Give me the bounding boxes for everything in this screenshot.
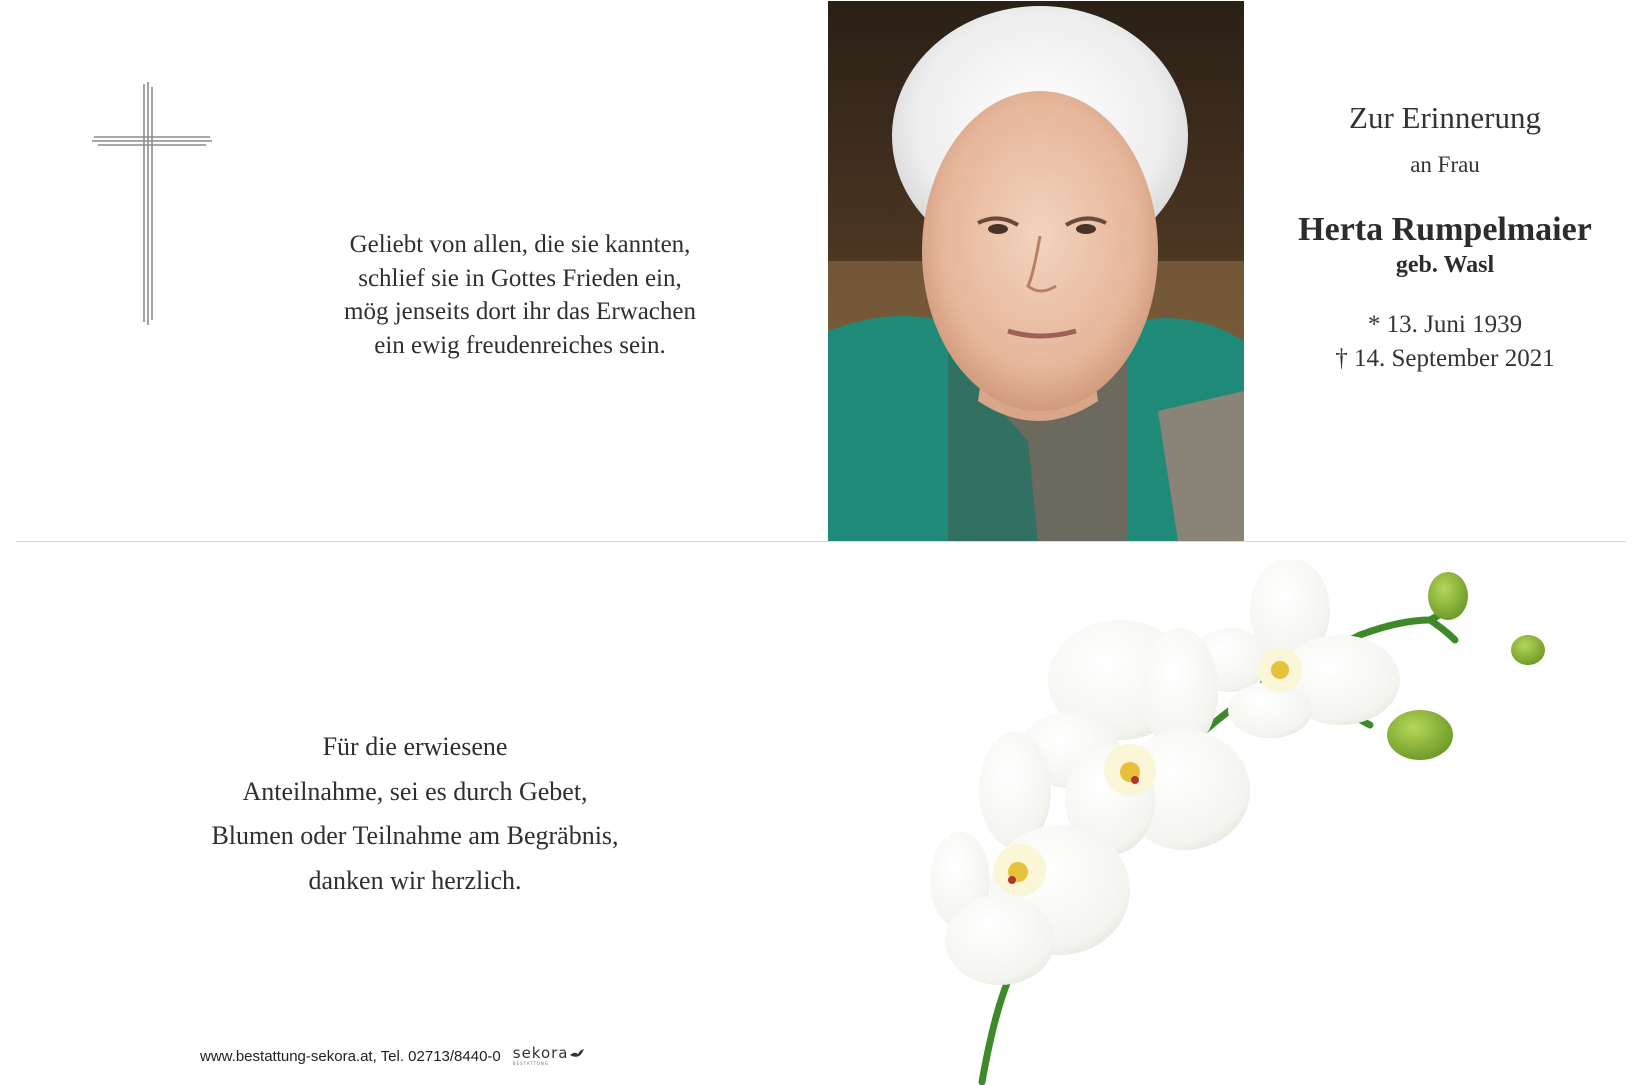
bird-icon — [570, 1049, 584, 1059]
thanks-line: Für die erwiesene — [322, 732, 508, 761]
thanks-line: Anteilnahme, sei es durch Gebet, — [242, 776, 588, 806]
logo-wordmark: sekora — [512, 1044, 569, 1062]
thanks-line: Blumen oder Teilnahme am Begräbnis, — [211, 821, 619, 850]
memorial-info — [1280, 98, 1610, 376]
poem — [300, 228, 740, 362]
bud — [1511, 635, 1545, 665]
bud — [1428, 572, 1468, 620]
poem-line: Geliebt von allen, die sie kannten, — [349, 231, 691, 258]
life-dates — [1280, 308, 1610, 376]
orchid-illustration — [930, 560, 1550, 1085]
deceased-name: Herta Rumpelmaier — [1298, 211, 1592, 248]
memorial-heading: Zur Erinnerung — [1349, 100, 1541, 135]
thanks-line: danken wir herzlich. — [308, 865, 522, 895]
cross-icon — [92, 82, 212, 327]
fold-line — [16, 541, 1626, 542]
bud — [1387, 710, 1453, 760]
birth-date: * 13. Juni 1939 — [1367, 311, 1523, 338]
poem-line: mög jenseits dort ihr das Erwachen — [344, 298, 696, 325]
maiden-name: geb. Wasl — [1395, 252, 1495, 278]
memorial-subheading: an Frau — [1410, 152, 1480, 177]
poem-line: ein ewig freudenreiches sein. — [374, 331, 666, 359]
death-date: † 14. September 2021 — [1335, 345, 1555, 372]
thanks-text — [170, 725, 660, 903]
footer — [200, 1044, 584, 1068]
poem-line: schlief sie in Gottes Frieden ein, — [358, 264, 682, 292]
contact-info: www.bestattung-sekora.at, Tel. 02713/8440-0 — [200, 1047, 501, 1065]
company-logo — [513, 1046, 585, 1066]
portrait-photo — [828, 1, 1244, 541]
logo-tagline: BESTATTUNG — [512, 1061, 549, 1066]
